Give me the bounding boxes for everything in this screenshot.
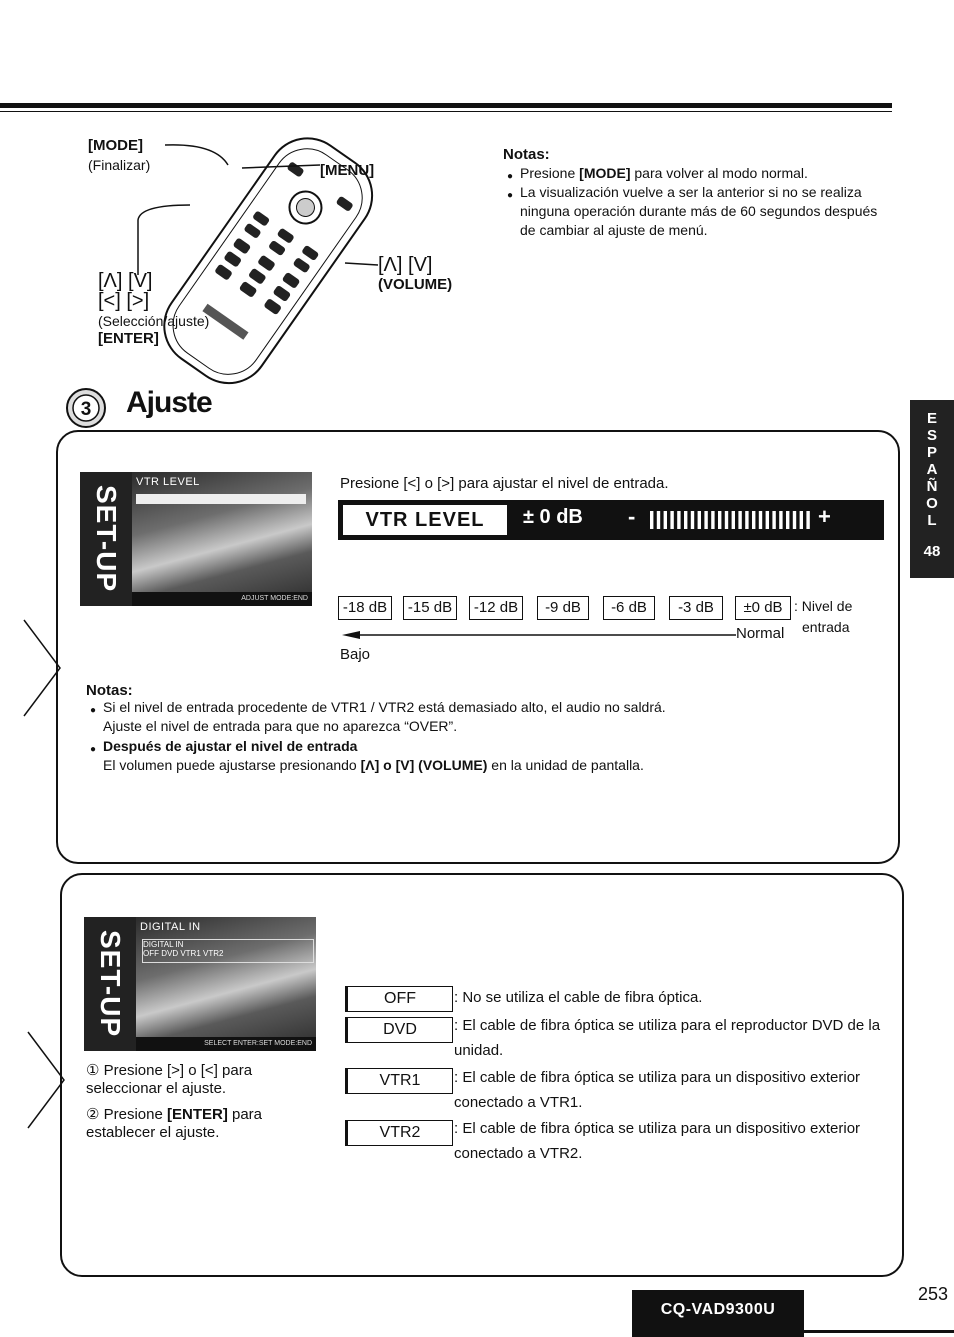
vtr-notes-title: Notas: bbox=[86, 682, 133, 699]
step-1: ① Presione [>] o [<] para seleccionar el ajuste. bbox=[86, 1062, 253, 1097]
left-arrow-keys-1: [Λ] [V] bbox=[98, 270, 153, 292]
model-badge: CQ-VAD9300U bbox=[632, 1290, 804, 1337]
selection-sub: (Selección/ajuste) bbox=[98, 313, 210, 329]
option-dvd-desc: : El cable de fibra óptica se utiliza para el reproductor DVD de la unidad. bbox=[454, 1017, 881, 1059]
meter-segment bbox=[786, 511, 789, 529]
meter-segment bbox=[745, 511, 748, 529]
display-value: ± 0 dB bbox=[523, 506, 583, 528]
option-off: OFF bbox=[345, 986, 453, 1012]
option-vtr2-desc: : El cable de fibra óptica se utiliza para un dispositivo exterior conectado a VTR2. bbox=[454, 1120, 861, 1162]
digital-screen-sub: DIGITAL IN bbox=[143, 940, 184, 949]
setup-side-label: SET-UP bbox=[80, 472, 132, 606]
meter-segment bbox=[738, 511, 741, 529]
vtr-instruction: Presione [<] o [>] para ajustar el nivel de entrada. bbox=[340, 475, 669, 492]
lang-letter: E bbox=[926, 410, 937, 427]
display-label: VTR LEVEL bbox=[342, 504, 508, 536]
mode-label: [MODE] bbox=[88, 137, 143, 154]
vtr-note-2: El volumen puede ajustarse presionando [Λ] o [V] (VOLUME) en la unidad de pantalla. bbox=[103, 757, 644, 773]
option-vtr1: VTR1 bbox=[345, 1068, 453, 1094]
vtr-note-1: Si el nivel de entrada procedente de VTR1 / VTR2 está demasiado alto, el audio no saldrá. bbox=[103, 699, 666, 715]
digital-screen-items: OFF DVD VTR1 VTR2 bbox=[143, 949, 224, 958]
meter-segment bbox=[704, 511, 707, 529]
level-box: -12 dB bbox=[469, 596, 523, 620]
vtr-note-1b: Ajuste el nivel de entrada para que no aparezca “OVER”. bbox=[103, 718, 458, 734]
top-note-2: La visualización vuelve a ser la anterior si no se realiza ninguna operación durante más de 60 segundos después de cambiar al ajuste de menú. bbox=[520, 184, 878, 238]
level-box: -6 dB bbox=[603, 596, 655, 620]
top-notes-title: Notas: bbox=[503, 146, 550, 163]
level-note-2: entrada bbox=[802, 619, 850, 635]
step-2: ② Presione [ENTER] para establecer el ajuste. bbox=[86, 1106, 263, 1141]
menu-label: [MENU] bbox=[320, 162, 375, 179]
meter-segment bbox=[677, 511, 680, 529]
meter-segment bbox=[725, 511, 728, 529]
svg-text:3: 3 bbox=[80, 399, 92, 420]
lang-page-tag: 48 bbox=[923, 543, 941, 560]
meter-segment bbox=[766, 511, 769, 529]
meter-segment bbox=[752, 511, 755, 529]
meter-segment bbox=[691, 511, 694, 529]
meter-segment bbox=[779, 511, 782, 529]
option-dvd: DVD bbox=[345, 1017, 453, 1043]
vtr-note-2-title: Después de ajustar el nivel de entrada bbox=[103, 738, 358, 754]
digital-screen-bar: SELECT ENTER:SET MODE:END bbox=[136, 1037, 316, 1051]
flow-arrow-icon bbox=[22, 618, 64, 718]
mode-sub: (Finalizar) bbox=[88, 157, 151, 173]
level-box: ±0 dB bbox=[735, 596, 791, 620]
lang-letter: Ñ bbox=[926, 478, 938, 495]
lang-letter: P bbox=[926, 444, 937, 461]
vtr-level-display bbox=[338, 500, 884, 540]
meter-segment bbox=[772, 511, 775, 529]
vtr-screen-title: VTR LEVEL bbox=[136, 476, 200, 488]
meter-segment bbox=[800, 511, 803, 529]
meter-segment bbox=[684, 511, 687, 529]
level-note-1: : Nivel de bbox=[794, 598, 853, 614]
option-vtr2: VTR2 bbox=[345, 1120, 453, 1146]
meter-segment bbox=[759, 511, 762, 529]
level-box: -3 dB bbox=[669, 596, 723, 620]
meter-segment bbox=[793, 511, 796, 529]
display-plus: + bbox=[818, 504, 831, 529]
level-box: -9 dB bbox=[537, 596, 589, 620]
section-title: Ajuste bbox=[126, 386, 212, 419]
option-vtr1-desc: : El cable de fibra óptica se utiliza para un dispositivo exterior conectado a VTR1. bbox=[454, 1069, 861, 1111]
bajo-label: Bajo bbox=[340, 646, 371, 663]
option-off-desc: : No se utiliza el cable de fibra óptica. bbox=[454, 989, 703, 1006]
lang-letter: A bbox=[926, 461, 938, 478]
lang-letter: O bbox=[926, 495, 938, 512]
level-box: -15 dB bbox=[403, 596, 457, 620]
meter-segment bbox=[664, 511, 667, 529]
vtr-screen-bar: ADJUST MODE:END bbox=[132, 592, 312, 606]
volume-label: (VOLUME) bbox=[378, 276, 453, 293]
digital-screen-thumbnail bbox=[84, 917, 316, 1051]
vtr-screen-thumbnail bbox=[80, 472, 312, 606]
display-minus: - bbox=[628, 504, 636, 529]
footer-rule bbox=[804, 1330, 954, 1333]
top-rule-thin bbox=[0, 111, 892, 112]
lang-letter: S bbox=[926, 427, 937, 444]
left-arrow-line bbox=[340, 628, 740, 642]
meter-segment bbox=[806, 511, 809, 529]
lang-letter: L bbox=[927, 512, 937, 529]
enter-label: [ENTER] bbox=[98, 330, 159, 347]
level-meter bbox=[648, 509, 813, 531]
normal-label: Normal bbox=[736, 625, 785, 642]
top-rule bbox=[0, 103, 892, 108]
meter-segment bbox=[698, 511, 701, 529]
meter-segment bbox=[650, 511, 653, 529]
meter-segment bbox=[657, 511, 660, 529]
meter-segment bbox=[732, 511, 735, 529]
page-number: 253 bbox=[918, 1284, 949, 1304]
setup-side-label: SET-UP bbox=[84, 917, 136, 1051]
left-arrow-keys-2: [<] [>] bbox=[98, 290, 150, 312]
meter-segment bbox=[711, 511, 714, 529]
language-tab bbox=[910, 400, 954, 578]
right-arrow-keys: [Λ] [V] bbox=[378, 254, 433, 276]
top-note-1: Presione [MODE] para volver al modo normal. bbox=[520, 165, 808, 181]
level-box: -18 dB bbox=[338, 596, 392, 620]
meter-segment bbox=[670, 511, 673, 529]
step-number-icon bbox=[60, 384, 120, 434]
digital-screen-title: DIGITAL IN bbox=[140, 921, 201, 933]
meter-segment bbox=[718, 511, 721, 529]
